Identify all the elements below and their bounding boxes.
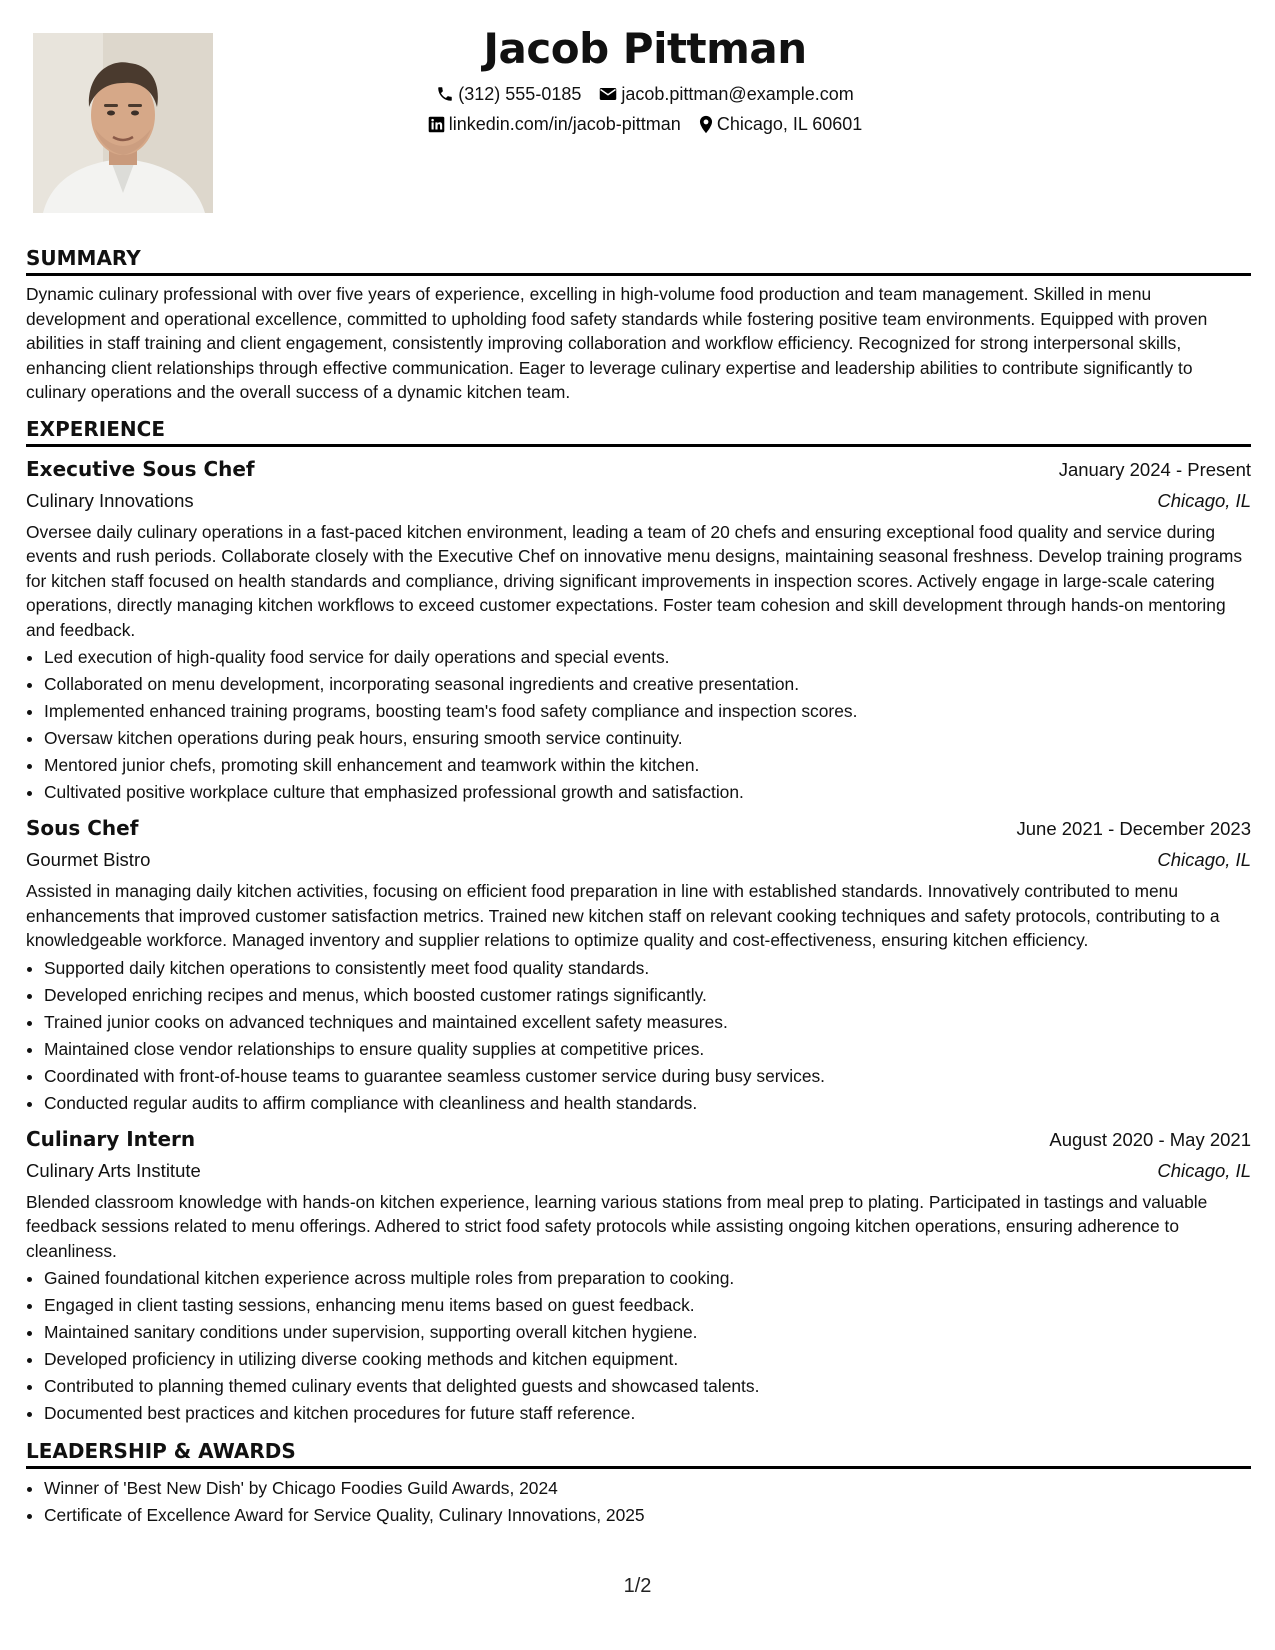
summary-section	[26, 244, 1251, 405]
job-dates: August 2020 - May 2021	[1049, 1128, 1251, 1150]
list-item: • Collaborated on menu development, incorporating seasonal ingredients and creative presentation.	[44, 671, 1251, 698]
list-item: • Documented best practices and kitchen procedures for future staff reference.	[44, 1400, 1251, 1427]
list-item: • Maintained close vendor relationships to ensure quality supplies at competitive prices.	[44, 1036, 1251, 1063]
summary-text: Dynamic culinary professional with over five years of experience, excelling in high-volume food production and team management. Skilled in menu development and operational excellence, committed to upholding food safety standards while fostering positive team environments. Equipped with proven abilities in staff training and client engagement, consistently improving collaboration and workflow efficiency. Recognized for strong interpersonal skills, enhancing client relationships through effective communication. Eager to leverage culinary expertise and leadership abilities to contribute significantly to culinary operations and the overall success of a dynamic kitchen team.	[26, 284, 1208, 402]
list-item: • Winner of 'Best New Dish' by Chicago Foodies Guild Awards, 2024	[44, 1475, 1251, 1502]
linkedin-contact[interactable]	[428, 112, 681, 136]
section-title-experience: EXPERIENCE	[26, 415, 1251, 447]
list-item: • Cultivated positive workplace culture that emphasized professional growth and satisfaction.	[44, 779, 1251, 806]
contact-line-1	[230, 82, 1060, 106]
job-location: Chicago, IL	[1157, 489, 1251, 511]
email-text[interactable]: jacob.pittman@example.com	[621, 84, 854, 104]
job-title: Sous Chef	[26, 816, 139, 840]
job-dates: June 2021 - December 2023	[1016, 818, 1251, 839]
location-contact	[699, 112, 862, 136]
job-dates: January 2024 - Present	[1058, 458, 1251, 480]
list-item: • Developed enriching recipes and menus, which boosted customer ratings significantly.	[44, 982, 1251, 1009]
job-bullets	[26, 644, 1251, 806]
list-item: • Led execution of high-quality food service for daily operations and special events.	[44, 644, 1251, 671]
list-item: • Developed proficiency in utilizing diverse cooking methods and kitchen equipment.	[44, 1346, 1251, 1373]
job-company-row	[26, 486, 1251, 516]
job-title: Executive Sous Chef	[26, 456, 255, 481]
awards-section	[26, 1437, 1251, 1529]
list-item: • Engaged in client tasting sessions, enhancing menu items based on guest feedback.	[44, 1292, 1251, 1319]
section-title-summary: SUMMARY	[26, 244, 1251, 276]
list-item: • Contributed to planning themed culinary events that delighted guests and showcased talents.	[44, 1373, 1251, 1400]
list-item: • Conducted regular audits to affirm compliance with cleanliness and health standards.	[44, 1090, 1251, 1117]
section-title-awards: LEADERSHIP & AWARDS	[26, 1437, 1251, 1469]
candidate-name: Jacob Pittman	[483, 24, 807, 73]
portrait-image	[33, 33, 213, 213]
list-item: • Oversaw kitchen operations during peak hours, ensuring smooth service continuity.	[44, 725, 1251, 752]
list-item: • Implemented enhanced training programs, boosting team's food safety compliance and inspection scores.	[44, 698, 1251, 725]
phone-contact	[436, 82, 581, 106]
job-header-row	[26, 812, 1251, 845]
job-title: Culinary Intern	[26, 1126, 196, 1151]
list-item: • Certificate of Excellence Award for Service Quality, Culinary Innovations, 2025	[44, 1502, 1251, 1529]
experience-section	[26, 415, 1251, 1428]
resume-header	[230, 22, 1060, 136]
job-description: Assisted in managing daily kitchen activities, focusing on efficient food preparation in line with established standards. Innovatively contributed to menu enhancements that improved customer satisfaction metrics. Trained new kitchen staff on relevant cooking techniques and safety protocols, contributing to a knowledgeable workforce. Managed inventory and supplier relations to optimize quality and cost-effectiveness, ensuring kitchen efficiency.	[26, 881, 1220, 950]
linkedin-text[interactable]: linkedin.com/in/jacob-pittman	[448, 114, 681, 134]
envelope-icon	[599, 86, 617, 102]
list-item: • Mentored junior chefs, promoting skill enhancement and teamwork within the kitchen.	[44, 752, 1251, 779]
phone-text: (312) 555-0185	[458, 84, 582, 104]
map-pin-icon	[699, 115, 713, 134]
job-entry	[26, 453, 1251, 807]
linkedin-icon	[428, 116, 445, 133]
phone-icon	[436, 85, 454, 103]
job-company: Culinary Innovations	[26, 489, 194, 511]
job-header-row	[26, 453, 1251, 486]
profile-photo	[33, 33, 213, 213]
job-bullets	[26, 955, 1251, 1117]
location-text: Chicago, IL 60601	[716, 114, 863, 134]
job-bullets	[26, 1265, 1251, 1427]
page-number: 1/2	[623, 1575, 652, 1597]
job-entry	[26, 1123, 1251, 1428]
job-description: Oversee daily culinary operations in a fast-paced kitchen environment, leading a team of 20 chefs and ensuring exceptional food quality and service during events and rush periods. Collaborate closely with the Executive Chef on innovative menu designs, maintaining seasonal freshness. Develop training programs for kitchen staff focused on health standards and compliance, driving significant improvements in inspection scores. Actively engage in large-scale catering operations, directly managing kitchen workflows to exceed customer expectations. Foster team cohesion and skill development through hands-on mentoring and feedback.	[26, 521, 1243, 640]
job-company: Gourmet Bistro	[26, 849, 151, 870]
list-item: • Coordinated with front-of-house teams to guarantee seamless customer service during busy services.	[44, 1063, 1251, 1090]
job-company-row	[26, 845, 1251, 875]
job-header-row	[26, 1123, 1251, 1156]
job-entry	[26, 812, 1251, 1117]
email-contact[interactable]	[599, 82, 853, 106]
job-description: Blended classroom knowledge with hands-on kitchen experience, learning various stations from meal prep to plating. Participated in tastings and valuable feedback sessions related to menu offerings. Adhered to strict food safety protocols while assisting ongoing kitchen operations, ensuring adherence to cleanliness.	[26, 1191, 1208, 1261]
list-item: • Maintained sanitary conditions under supervision, supporting overall kitchen hygiene.	[44, 1319, 1251, 1346]
job-company-row	[26, 1156, 1251, 1186]
job-location: Chicago, IL	[1157, 849, 1251, 870]
list-item: • Supported daily kitchen operations to consistently meet food quality standards.	[44, 955, 1251, 982]
contact-line-2	[230, 112, 1060, 136]
job-location: Chicago, IL	[1157, 1159, 1251, 1181]
resume-body	[26, 244, 1251, 1539]
list-item: • Gained foundational kitchen experience across multiple roles from preparation to cooking.	[44, 1265, 1251, 1292]
job-company: Culinary Arts Institute	[26, 1159, 201, 1181]
list-item: • Trained junior cooks on advanced techniques and maintained excellent safety measures.	[44, 1009, 1251, 1036]
awards-list	[26, 1475, 1251, 1529]
